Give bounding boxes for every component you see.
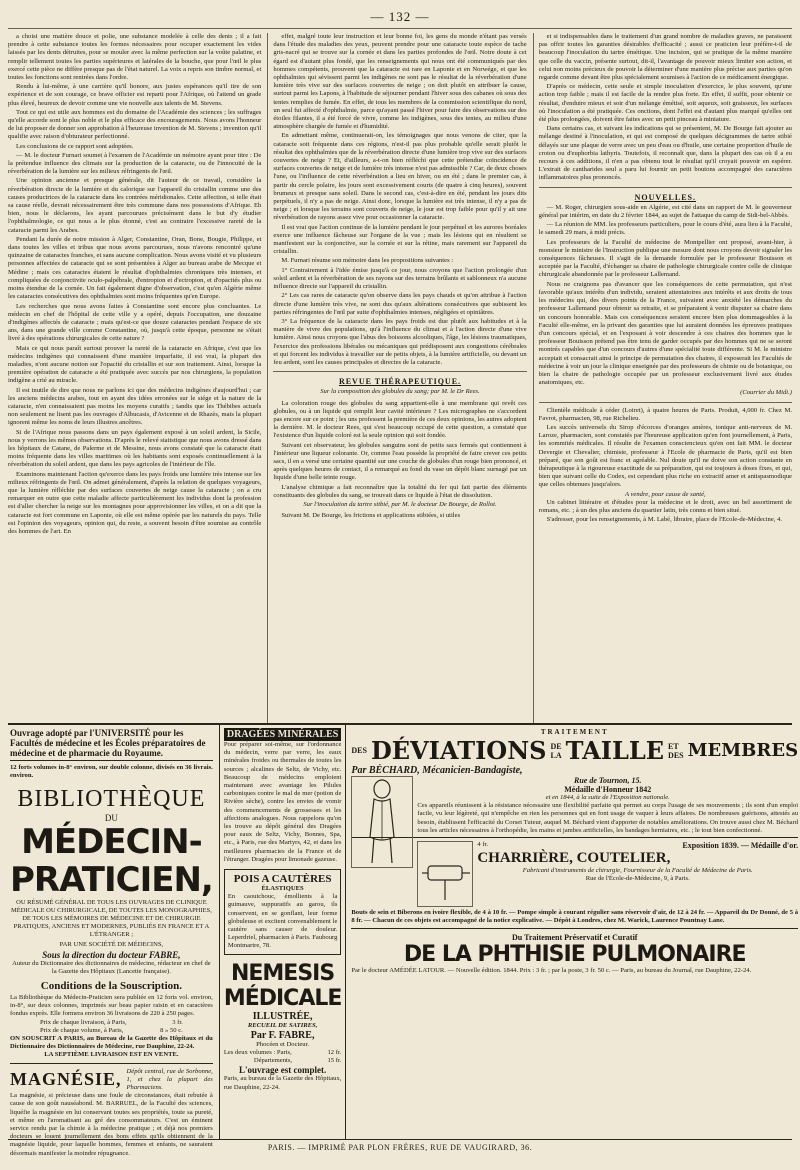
phthisie-title: DE LA PHTHISIE PULMONAIRE <box>403 942 746 968</box>
price-label: Les deux volumes : Paris, <box>223 1049 292 1057</box>
paragraph: 3° La fréquence de la cataracte dans les pays froids est due plutôt aux habitudes et à la manière de vivre des populations, qu'à l'influence du climat et à l'action directe d'une vive lumière. Ainsi nous croyons que l'abus des boissons alcooliques, l'âge, les lésions traumatiques, l'exercice des professions libérales ou mécaniques qui prédisposent aux congestions cérébrales et qui forcent les individus à travailler sur de petits objets, à la lumière artificielle, ou devant un feu ardent, sont les causes principales et directes de la cataracte. <box>273 317 527 366</box>
nemesis-title: NEMESIS MÉDICALE <box>223 960 342 1011</box>
nemesis-bureau: Paris, au bureau de la Gazette des Hôpitaux, rue Dauphine, 22-24. <box>223 1075 342 1091</box>
classified-heading: A vendre, pour cause de santé, <box>624 490 706 498</box>
bechard-traitement: TRAITEMENT <box>540 728 609 736</box>
paragraph: La coloration rouge des globules du sang appartient-elle à une membrane qui revêt ces globules, ou à un liquide qui remplit leur cavité intérieure ? Les micrographes ne s'accordent pas encore sur ce point ; les uns professent la première de ces deux opinions, les autres adoptent la dernière. M. le docteur Rees, qui s'est beaucoup occupé de cette question, a constaté que l'existence d'un liquide coloré est la seule opinion qui soit fondée. <box>273 399 527 440</box>
corset-figure-icon <box>352 777 412 867</box>
nemesis-author: Par F. FABRE, <box>250 1029 315 1041</box>
title-des: DES <box>351 746 367 755</box>
bechard-address: Rue de Tournon, 15. <box>573 776 642 785</box>
charriere-price-tag: 4 fr. <box>477 841 489 849</box>
paragraph: Suivant cet observateur, les globules sanguins sont de petits sacs fermés qui contiennent à l'intérieur une liqueur colorante. Or, comme l'eau possède la propriété de faire crever ces petits sacs, il en a versé une certaine quantité sur une couche de globules d'un rouge bien prononcé, et après quelques heures de contact, il a remarqué au fond du vase un dépôt blanc surnagé par un liquide d'une belle teinte rouge. <box>273 441 527 482</box>
phthisie-text: Par le docteur AMÉDÉE LATOUR. — Nouvelle édition. 1844. Prix : 3 fr. ; par la poste, 3 fr. 50 c. — Paris, au bureau du Journal, rue Dauphine, 22-24. <box>351 967 752 975</box>
paragraph: et si indispensables dans le traitement d'un grand nombre de maladies graves, ne paraissent pas offrir toutes les garanties désirables d'efficacité ; aussi ce praticien leur préfère-t-il de beaucoup l'inoculation du tartre émétique. Une incision, qui se pratique de la même manière que celle du vaccin, présente surtout, dit-il, l'avantage de pouvoir mieux limiter son action, et celui non moins précieux de pouvoir la déterminer d'une manière plus précise aux parties qu'on regarde comme devant être plus spécialement soumises à l'action de ce médicament énergique. <box>538 33 792 82</box>
charriere-text: Bouts de sein et Biberons en ivoire flexible, de 4 à 10 fr. — Pompe simple à courant régulier sans réservoir d'air, de 12 à 24 fr. — Appareil du Dr Donné, de 5 à 8 fr. — Chacun de ces objets est accompagné de la notice explicative. — Dépôt à Londres, chez M. Warick, Laurence Pountnay Lane. <box>351 909 799 925</box>
charriere-top-row <box>477 841 798 850</box>
paragraph: Mais ce qui nous paraît surtout prouver la rareté de la cataracte en Afrique, c'est que les médecins indigènes qui connaissent d'une manière imparfaite, il est vrai, la plupart des maladies, n'ont aucune notion sur l'opacité du cristallin et sur son traitement. Ainsi, lorsque la première opération de cataracte a été pratiquée avec succès par nos chirurgiens, la population indigène a crié au miracle. <box>8 344 262 385</box>
nemesis-author-title: Phocéen et Docteur. <box>256 1040 310 1048</box>
price-row <box>224 1057 342 1065</box>
ad-author: Auteur du Dictionnaire des dictionnaires de médecine, rédacteur en chef de la Gazette des Hôpitaux (Lancette française). <box>12 959 211 975</box>
paragraph: Examinons maintenant l'action qu'exerce dans les pays froids une lumière très intense sur les milieux réfringents de l'œil. On admet généralement, d'après la relation de quelques voyageurs, que la lumière réfléchie par des surfaces couvertes de neige cause la cataracte ; on a cru remarquer en outre que cette maladie affecte particulièrement les individus dont la profession est d'aller chercher la neige sur les montagnes pour approvisionner les villes, et on a dit que la cataracte est fort commune en Laponie, où elle est même opérée par les naturels du pays. Telle est l'opinion des voyageurs, opinion qui, du reste, a souvent besoin d'être soumise au contrôle des hommes de l'art. En <box>8 470 262 535</box>
paragraph: M. Furnari résume son mémoire dans les propositions suivantes : <box>281 257 454 265</box>
classified-ad: Les succès universels du Sirop d'écorces d'oranges amères, tonique anti-nerveux de M. Laroze, pharmacien, sont constatés par l'heureuse application qu'en font journellement, à Paris, les sommités médicales. Il résulte de l'examen consciencieux qu'en ont fait MM. le docteur Devergie et Chevalier, chimiste, professeur à l'Ecole de pharmacie de Paris, qu'il est bien préparé, que son goût est franc et agréable. Nul doute qu'il ne doive son action constante en thérapeutique à la rigoureuse exactitude de sa préparation, qui est toujours à doses fixes, et qui, bien que suivant celle du Codex, est cependant plus riche en extractif amer et antispasmodique que celles obtenues jusqu'alors. <box>538 423 792 489</box>
paragraph: a choisi une matière douce et polie, une substance modelée à celle des dents ; il a fait prendre à cette substance toutes les formes nécessaires pour occuper exactement les vides laissés par les dents détruites, pour se mouler avec la même perfection sur la voûte palatine, et remplir tellement toutes les parties supérieures et latérales de la bouche, que pour l'œil le plus exercé cette pièce ne diffère presque pas de l'état naturel. La voix a repris son timbre normal, et toutes les fonctions sont rentrées dans l'ordre. <box>8 33 262 82</box>
divider <box>539 402 792 403</box>
price-label: Départements, <box>253 1057 293 1065</box>
ad-subscribe: ON SOUSCRIT A PARIS, au Bureau de la Gazette des Hôpitaux et du Dictionnaire des Dictionnaires de Médecine, rue Dauphine, 22-24. <box>10 1035 213 1051</box>
price-value: 12 fr. <box>327 1049 342 1057</box>
magnesie-header <box>10 1068 213 1093</box>
title-taille: TAILLE <box>565 736 665 765</box>
paragraph: Suivant M. De Bourge, les frictions et applications stibiées, si utiles <box>281 512 461 520</box>
box-title: POIS A CAUTÈRES <box>233 873 332 886</box>
paragraph: Rendu à lui-même, à une carrière qu'il honore, aux justes espérances qu'il tire de son expérience et de son courage, ce brave officier est reparti pour l'Afrique, où l'attend un grade plus élevé, heureux de devoir comme une vie nouvelle aux talents de M. Stevens. <box>8 83 262 107</box>
bibliotheque-ad <box>8 725 220 1157</box>
box-subtitle: ÉLASTIQUES <box>261 885 304 893</box>
charriere-address: Rue de l'École-de-Médecine, 9, à Paris. <box>585 875 690 883</box>
paragraph: Les conclusions de ce rapport sont adoptées. <box>16 142 134 150</box>
price-label: Prix de chaque livraison, à Paris, <box>40 1018 127 1026</box>
nemesis-recueil: RECUEIL DE SATIRES, <box>247 1021 318 1029</box>
news-credit: (Courrier du Midi.) <box>740 389 792 397</box>
title-deviations: DÉVIATIONS <box>370 736 547 765</box>
nemesis-illustree: ILLUSTRÉE, <box>252 1010 313 1022</box>
news-item: — La réunion de MM. les professeurs particuliers, pour le cours d'été, aura lieu à la Faculté, le samedi 29 mars, à midi précis. <box>538 221 792 237</box>
box-text: En caoutchouc, émollients à la guimauve, suppuratifs au garou, ils conservent, en se gonflant, leur forme globuleuse et excitent convenablement le cautère sans causer de douleur. Leperdriel, pharmacien à Paris. Faubourg Montmartre, 78. <box>227 893 338 950</box>
price-row <box>224 1049 342 1057</box>
divider <box>273 371 526 372</box>
price-row <box>10 1019 213 1027</box>
paragraph: Pendant la durée de notre mission à Alger, Constantine, Oran, Bone, Bougie, Philippe, et dans toutes les villes et tribus que nous avons parcourues, nous n'avons rencontré qu'une quinzaine de cataractes franches, et sans aucune complication. Nous avons visité et vu plusieurs personnes affectées de cataracte qui se sont présentées à Alger au bureau arabe de Mecque et Médine ; mais ces cataractes étaient le résultat d'ophthalmies chroniques très intenses, et compliquées de conjonctivite oculo-palpébrale, d'entropion et d'ectropion, et d'opacités plus ou moins étendue de la cornée. Un fait également digne d'observation, c'est qu'en Algérie même les cataractes consécutives des ophthalmies sont moins fréquentes qu'en Europe. <box>8 235 262 301</box>
title-et-des: ET DES <box>668 741 684 760</box>
ad-conditions-title: Conditions de la Souscription. <box>40 980 182 993</box>
column-2 <box>267 33 526 723</box>
ad-title-medecin-praticien: MÉDECIN-PRATICIEN, <box>10 822 213 901</box>
paragraph: effet, malgré toute leur instruction et leur bonne foi, les gens du monde n'étant pas versés dans l'étude des maladies des yeux, peuvent prendre pour une cataracte toute espèce de tache gris-nacré qui se trouve sur la cornée et dans les parties profondes de l'œil. Notre doute à cet égard est d'autant plus fondé, que les renseignements qui nous ont été communiqués par des hommes compétents, prouvent que la cataracte est rare en Laponie et en Norwége, et que les ophthalmies qui sévissent parmi les indigènes ne sont pas le résultat de la réverbération d'une lumière très vive sur des surfaces couvertes de neige ; on doit plutôt en attribuer la cause, surtout parmi les Lapons, à l'habitude de séjourner pendant l'hiver sous des cabanes où sous des tentes remplies de fumée. En effet, de tous les membres de la commission scientifique du nord, un seul fut affecté d'ophthalmie, parce qu'ayant passé l'hiver pour faire des observations sur des étoiles filantes, il a été forcé de vivre, comme les indigènes, sous des tentes, au milieu d'une atmosphère chargée de fumée et d'humidité. <box>273 33 527 131</box>
charriere-name: CHARRIÈRE, COUTELIER, <box>477 850 671 867</box>
magnesie-location: Dépôt central, rue de Sorbonne, 1, et chez la plupart des Pharmaciens. <box>126 1067 213 1092</box>
pois-cauteres-box <box>224 869 342 955</box>
magnesie-title: MAGNÉSIE, <box>10 1069 122 1090</box>
bechard-medal-note: et en 1844, à la suite de l'Exposition nationale. <box>545 794 670 801</box>
orthopedic-ad-column <box>346 725 800 1139</box>
paragraph: 1° Contrairement à l'idée émise jusqu'à ce jour, nous croyons que l'action prolongée d'un soleil ardent et la réverbération de ses rayons sur des terrains brûlants et sablonneux n'a aucune influence directe sur l'appareil du cristallin. <box>273 266 527 291</box>
column-1 <box>8 33 261 723</box>
paragraph: — M. le docteur Furnari soumet à l'examen de l'Académie un mémoire ayant pour titre : De la prétendue influence des climats sur la production de la cataracte, ou de l'innocuité de la réverbération de la lumière sur les milieux réfringents de l'œil. <box>8 151 262 176</box>
price-row <box>10 1027 213 1035</box>
news-title: NOUVELLES. <box>634 192 696 202</box>
charriere-exposition: Exposition 1839. — Médaille d'or. <box>682 841 799 851</box>
classified-ad: Clientèle médicale à céder (Loiret), à quatre heures de Paris. Produit, 4,000 fr. Chez M. Favrot, pharmacien, 98, rue Richelieu. <box>538 406 792 422</box>
charriere-subtitle: Fabricant d'instruments de chirurgie, Fournisseur de la Faculté de Médecine de Paris. <box>522 867 753 875</box>
paragraph: Il est inutile de dire que nous ne parlons ici que des médecins indigènes d'aujourd'hui ; car les anciens médecins arabes, tout en ayant des idées erronées sur le siége et la nature de la cataracte, n'en connaissaient pas moins les moyens curatifs ; tandis que les Thébibes actuels non seulement ne lisent pas les ouvrages d'Albucasis, d'Avicenne et de Rhazès, mais la plupart ignorent même les noms de leurs illustres ancêtres. <box>8 386 262 427</box>
section-subtitle: Sur la composition des globules du sang; par M. le Dr Rees. <box>320 388 480 396</box>
nemesis-complete: L'ouvrage est complet. <box>238 1065 327 1076</box>
section-title: REVUE THÉRAPEUTIQUE. <box>338 377 462 387</box>
paragraph: Dans certains cas, et suivant les indications qui se présentent, M. De Bourge fait ajouter au mélange destiné à l'inoculation, et qui est composé de quelques décigrammes de tartre stibié délayés sur une plaque de verre avec un peu d'eau ou d'huile, une certaine proportion d'huile de croton ou d'euphorbia lathyris. Toutefois, il reconnaît que, dans la plupart des cas où il a eu recours à ces additions, il n'en a pas obtenu tout le résultat qu'il croyait pouvoir en espérer. L'extrait de cantharides seul a paru lui fournir un petit boutons accompagné des caractères inflammatoires plus prononcés. <box>538 125 792 182</box>
phthisie-heading: Du Traitement Préservatif et Curatif <box>512 933 638 943</box>
dragees-ad-column <box>220 725 347 1139</box>
bechard-ad <box>351 728 798 838</box>
ad-conditions-text: La Bibliothèque du Médecin-Praticien sera publiée en 12 forts vol. environ, in-8°, sur deux colonnes, imprimés sur beau papier raisin et en caractères fondus exprès. Elle formera environ 36 livraisons de 220 à 250 pages. <box>10 994 213 1018</box>
paragraph: 2° Les cas rares de cataracte qu'on observe dans les pays chauds et qu'on attribue à l'action directe d'une lumière très vive, ne sont dus qu'aux altérations consécutives que subissent les parties réfringentes de l'œil par suite d'ophthalmies intenses, négligées et opiniâtres. <box>273 292 527 316</box>
dragees-text: Pour préparer soi-même, sur l'ordonnance du médecin, verre par verre, les eaux minérales froides ou thermales de toutes les sources ; alcalines de Seltz, de Vichy, etc. Beaucoup de médecins emploient maintenant avec avantage les Pilules carboniques contre le mal de mer (potion de Rivière sèche), contre les envies de vomir des commencements de grossesses et les affections analogues. Nous rappelons qu'on les trouve au dépôt général des Dragées pour eaux de Seltz, Vichy, Bonnes, Spa, etc., à Paris, rue des Martyrs, 42, et dans les meilleures pharmacies de la France et de l'étranger. Dragées pour limonade gazeuse. <box>223 741 342 863</box>
ad-on-sale: LA SEPTIÈME LIVRAISON EST EN VENTE. <box>10 1051 213 1063</box>
paragraph: En admettant même, continuerait-on, les témoignages que nous venons de citer, que la cataracte soit fréquente dans ces régions, n'est-il pas plus probable qu'elle serait plutôt le résultat des ophthalmies que de la réverbération directe d'une lumière trop vive sur des surfaces couvertes de neige ? Et, d'ailleurs, a-t-on bien réfléchi que cette prétendue coïncidence de surfaces couvertes de neige et de lumière très intense n'est pas admissible ? Car, de deux choses l'une, ou l'influence de cette réverbération a lieu en hiver, ou en été ; dans le premier cas, à partir du cercle polaire, les jours sont excessivement courts (de quatre à cinq heures), souvent brumeux et presque sans soleil. Dans le second cas, c'est-à-dire en été, pendant les jours dits perpétuels, il n'y a pas de neige. Ainsi donc, lorsque la lumière est très intense, il n'y a pas de neige ; et lorsque les terrains sont couverts de neige, le jour est trop faible pour qu'il y ait une réverbération de rayons assez vive pour occasionner la cataracte. <box>273 132 527 222</box>
surgical-instrument-icon <box>418 842 472 906</box>
divider <box>539 187 792 188</box>
column-3 <box>533 33 792 723</box>
section-subtitle: Sur l'inoculation du tartre stibié, par M. le docteur De Bourge, de Rollot. <box>303 500 497 508</box>
page-number: — 132 — <box>370 9 430 24</box>
paragraph: D'après ce médecin, cette seule et simple inoculation d'exercice, le plus souvent, qu'une action trop faible ; mais il est facile de la rendre plus forte. En effet, il suffit, pour obtenir ce résultat, d'enduire mieux et soir d'un mélange émétisé, soit aqueux, soit graisseux, les surfaces où l'inoculation a été pratiquée. Ces onctions, dont l'effet est d'autant plus marqué qu'elles ont été plus prolongées, doivent être faites avec un petit pinceau à miniature. <box>538 83 792 124</box>
printer-footer: PARIS. — IMPRIMÉ PAR PLON FRÈRES, RUE DE VAUGIRARD, 36. <box>267 1143 533 1152</box>
classified-ad: Un cabinet littéraire et d'études pour la médecine et le droit, avec un bel assortiment de romans, etc. ; à un des plus anciens du quartier latin, très connu et bien situé. <box>538 498 792 514</box>
paragraph: Une opinion ancienne et presque générale, dit l'auteur de ce travail, considère la réverbération directe de la lumière et du calorique sur l'appareil du cristallin comme une des causes productrices de la cataracte dans les contrées méridionales. Cette affection, si telle était sa cause réelle, devrait nécessairement être très commune dans nos possessions d'Afrique. Eh bien, nous le déclarons, les ayant parcourues précisément dans le but d'y étudier l'ophthalmologie, ce qui nous a le plus étonné, c'est au contraire l'excessive rareté de la cataracte parmi les Arabes. <box>8 177 262 234</box>
bechard-name: Par BÉCHARD, Mécanicien-Bandagiste, <box>351 765 523 776</box>
ad-title-du: DU <box>104 813 118 824</box>
ad-format: 12 forts volumes in-8° environ, sur double colonne, divisés en 36 livrais. environ. <box>10 764 213 780</box>
price-label: Prix de chaque volume, à Paris, <box>40 1026 124 1034</box>
paragraph: Les recherches que nous avons faites à Constantine sont encore plus concluantes. Le médecin en chef de l'hôpital de cette ville y a opéré, depuis l'occupation, une douzaine d'indigènes affectés de cataracte ; mais qu'est-ce que douze cataractes pendant l'espace de six ans, dans une grande ville comme Constantine, où, jusqu'à cette époque, personne ne s'était livré à des opérations chirurgicales de cette nature ? <box>8 302 262 343</box>
classified-ad: S'adresser, pour les renseignements, à M. Labé, libraire, place de l'Ecole-de-Médecine, 4. <box>546 516 783 524</box>
paragraph: Tout ce qui est utile aux hommes est du domaine de l'Académie des sciences ; les suffrages qu'elle accorde sont le plus noble et le plus efficace des encouragements. Nous avons l'honneur de lui proposer de donner son approbation à l'heureuse invention de M. Stevens ; invention qu'il qualifie avec raison d'obturateur perfectionné. <box>8 108 262 141</box>
title-membres: MEMBRES <box>687 740 799 761</box>
ad-heading: Ouvrage adopté par l'UNIVERSITÉ pour les Facultés de médecine et les Écoles préparatoires de médecine et de pharmacie du Royaume. <box>10 728 213 761</box>
paragraph: L'analyse chimique a fait reconnaître que la totalité du fer qui fait partie des éléments constituants des globules du sang, se trouvait dans ce liquide à l'état de dissolution. <box>273 483 527 499</box>
charriere-ad <box>351 838 798 929</box>
price-value: 15 fr. <box>327 1057 342 1065</box>
ad-title-bibliotheque: BIBLIOTHÈQUE <box>17 786 206 813</box>
dragees-title: DRAGÉES MINÉRALES <box>224 728 342 741</box>
article-columns <box>8 28 792 725</box>
news-item: — M. Roger, chirurgien sous-aide en Algérie, est cité dans un rapport de M. le gouverneur général par intérim, en date du 2 février 1844, au sujet de l'attaque du camp de Sidi-bel-Abbès. <box>538 203 792 220</box>
ad-description: OU RÉSUMÉ GÉNÉRAL DE TOUS LES OUVRAGES DE CLINIQUE MÉDICALE OU CHIRURGICALE, DE TOUTES LES MONOGRAPHIES, DE TOUS LES MÉMOIRES DE MÉDECINE ET DE CHIRURGIE PRATIQUES, ANCIENS ET MODERNES, PUBLIÉS EN FRANCE ET A L'ÉTRANGER ; <box>10 899 212 939</box>
instrument-illustration <box>417 841 473 907</box>
ad-direction: Sous la direction du docteur FABRE, <box>42 949 181 960</box>
price-value: 3 fr. <box>172 1018 183 1026</box>
magnesie-text: La magnésie, si précieuse dans une foule de circonstances, était rebutée à cause de son goût nauséabond. M. BARRUEL, de la Faculté des sciences, liquéfie la magnésie en lui conservant toutes ses propriétés, toute sa pureté, et même en l'aromatisant au gré des consommateurs. C'est un éminent service rendu par la chimie à la médecine pratique ; et déjà nos premiers docteurs se louent journellement des bons effets qu'ils obtiennent de la magnésie liquide, pour laquelle hommes, femmes et enfants, ne sauraient désormais manifester la moindre répugnance. <box>10 1092 213 1157</box>
paragraph: Si de l'Afrique nous passons dans un pays également exposé à un soleil ardent, la Sicile, nous y verrons les mêmes observations. D'après le relevé statistique que nous avons dressé dans les hôpitaux de Catane, de Palerme et de Messine, nous avons constaté que la cataracte était moins fréquente dans les villes maritimes où les habitants sont exposés continuellement à la réverbération du soleil ardent, que dans les pays agricoles de l'intérieur de l'île. <box>8 428 262 469</box>
bechard-text: Ces appareils réunissent à la résistance nécessaire une flexibilité parfaite qui permet au corps l'usage de ses mouvements ; ils sont d'un emploi facile, vu leur légèreté, qui n'empêche en rien les personnes qui en font usage de vaquer à leurs affaires. De nombreuses guérisons, attestés au besoin, établissent l'efficacité du Corset Tuteur, auquel M. Béchard vient d'apporter de notables améliorations. On trouve aussi chez M. Béchard tous les articles nécessaires à l'orthopédie, les mains et jambes artificielles, les bandages herniaires, etc. ; le tout bien confectionné. <box>417 802 799 834</box>
bechard-medal: Médaille d'Honneur 1842 <box>564 785 652 794</box>
bechard-title <box>351 736 798 765</box>
news-item: Nous ne craignons pas d'avancer que les conséquences de cette permutation, qui n'est favorable qu'aux intérêts d'un individu, seraient attentatoires aux intérêts et aux droits de tous les médecins qui, des divers points de la France, suivaient avec anxiété les démarches du professeur Lallemand pour obtenir sa retraite, et se préparaient à venir disputer sa chaire dans un concours honorable. Mais ces conséquences seraient encore bien plus dommageables à la Faculté elle-même, en la privant des garanties que lui auraient données les épreuves pratiques d'un concours spécial, et en l'exposant à voir descendre à ces chaires des hommes que le professeur Bouisson prétend pas être tenu de garder occupés par des hommes qui ne se seront montrés capables que d'un concours d'autres d'une spécialité toute différente. Si M. le ministre acceptait et consacrait ainsi le principe de permutation des chaires, il exposerait les Facultés de médecine à voir un jour la clinique enseignée par des professeurs de chimie ou de botanique, ou bien la chaire de pathologie occupée par un professeur exclusivement livré aux études anatomiques, etc. <box>538 280 792 387</box>
corset-illustration <box>351 776 413 868</box>
news-item: Les professeurs de la Faculté de médecine de Montpellier ont proposé, avant-hier, à monsieur le ministre de l'Instruction publique une mesure dont nous croyons devoir signaler les conséquences fâcheuses. Il s'agit de la demande formulée par le professeur Bouisson et acceptée par la Faculté, d'échanger sa chaire de pathologie chirurgicale contre celle de clinique chirurgicale abandonnée par le professeur Lallemand. <box>538 238 792 279</box>
price-value: 8 » 50 c. <box>160 1026 183 1034</box>
ad-society: PAR UNE SOCIÉTÉ DE MÉDECINS, <box>59 941 164 949</box>
paragraph: Il est vrai que l'action continue de la lumière pendant le jour perpétuel et les aurores boréales exerce une influence fâcheuse sur l'organe de la vue ; mais les lésions qui en résultent se manifestent sur la conjonctive, sur la cornée et sur la rétine, mais rarement sur l'appareil du cristallin. <box>273 223 527 256</box>
title-de-la: DE LA <box>550 741 562 760</box>
